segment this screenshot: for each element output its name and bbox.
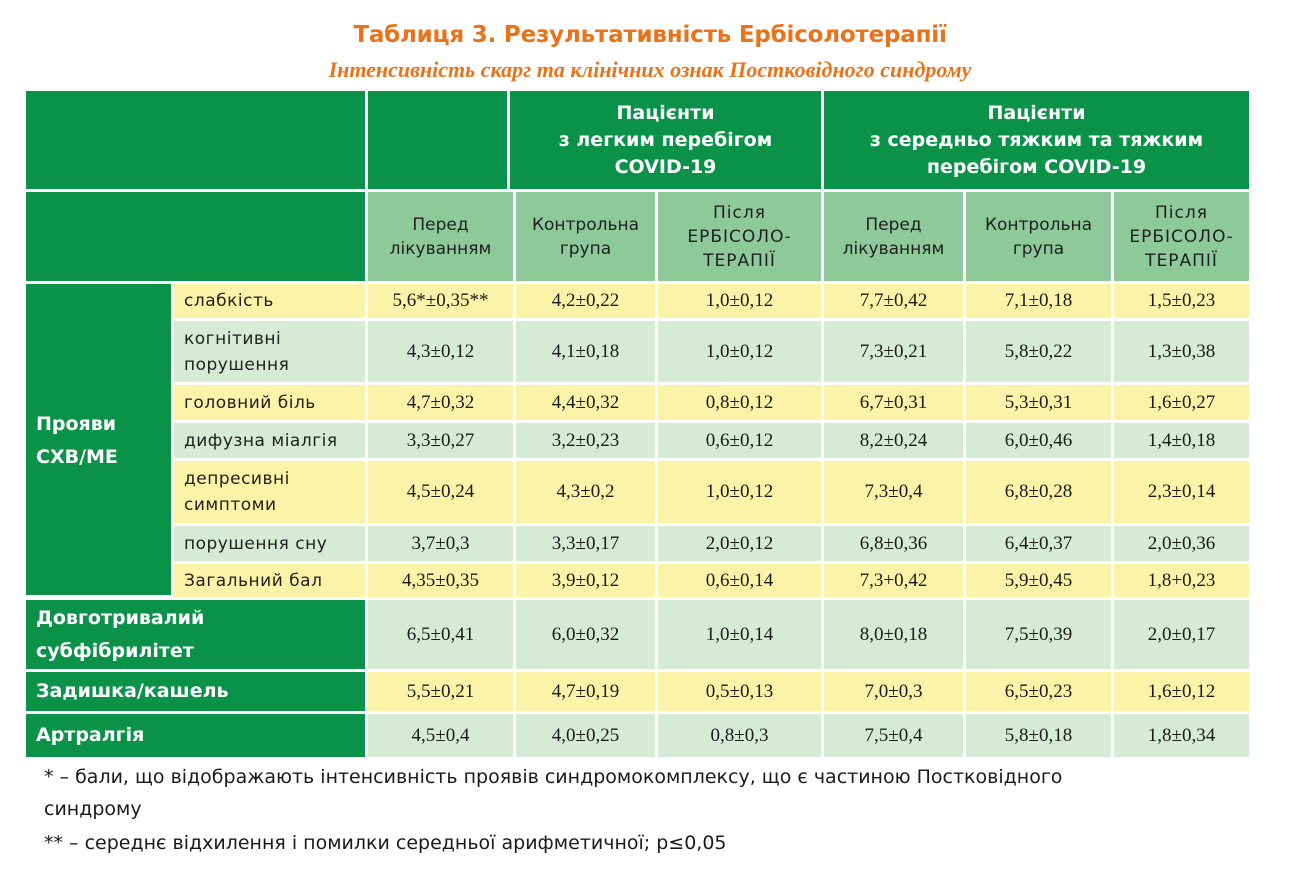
table-cell: 7,1±0,18	[966, 284, 1111, 318]
row-label-line: Загальний бал	[184, 570, 323, 591]
subheader-line: група	[559, 238, 612, 259]
table-cell: 4,35±0,35	[368, 564, 513, 597]
table-cell: 5,5±0,21	[368, 672, 513, 711]
row-label-line: симптоми	[184, 495, 277, 515]
subheader-line: лікуванням	[842, 238, 945, 259]
subheader-mild-control	[516, 192, 655, 281]
group-label-cfs-me	[26, 284, 171, 595]
subheader-empty	[26, 192, 365, 281]
table-cell: 7,7±0,42	[824, 284, 963, 318]
table-cell: 5,3±0,31	[966, 385, 1111, 420]
subheader-line: група	[1012, 238, 1065, 259]
table-cell: 1,3±0,38	[1114, 321, 1249, 382]
table-cell: 5,8±0,18	[966, 714, 1111, 757]
table-cell: 4,5±0,24	[368, 461, 513, 523]
table-cell: 6,8±0,28	[966, 461, 1111, 523]
subheader-line: ЕРБІСОЛО-	[687, 226, 792, 247]
subheader-line: лікуванням	[389, 238, 492, 259]
table-cell: 1,0±0,12	[658, 321, 821, 382]
table-cell: 5,6*±0,35**	[368, 284, 513, 318]
table-cell: 7,5±0,39	[966, 600, 1111, 669]
header-mild-group	[510, 91, 821, 189]
footnote-2: ** – середнє відхилення і помилки середньої арифметичної; p≤0,05	[44, 832, 727, 854]
table-cell: 4,5±0,4	[368, 714, 513, 757]
table-cell: 3,7±0,3	[368, 526, 513, 561]
table-cell: 6,7±0,31	[824, 385, 963, 420]
row-label-line: Задишка/кашель	[36, 680, 229, 702]
table-cell: 7,3+0,42	[824, 564, 963, 597]
subheader-line: Перед	[865, 214, 922, 235]
table-cell: 0,8±0,3	[658, 714, 821, 757]
table-subtitle: Інтенсивність скарг та клінічних ознак Постковідного синдрому	[328, 57, 972, 82]
row-label-line: порушення сну	[184, 533, 328, 554]
row-label	[174, 461, 365, 523]
subheader-severe-after	[1114, 192, 1249, 281]
header-empty-mid	[368, 91, 507, 189]
table-cell: 7,3±0,4	[824, 461, 963, 523]
table-cell: 3,2±0,23	[516, 423, 655, 458]
row-label-line: головний біль	[184, 392, 316, 413]
subheader-line: ТЕРАПІЇ	[703, 250, 776, 271]
table-cell: 6,8±0,36	[824, 526, 963, 561]
header-severe-line: перебігом COVID-19	[926, 155, 1147, 178]
table-cell: 6,4±0,37	[966, 526, 1111, 561]
table-cell: 2,0±0,12	[658, 526, 821, 561]
subheader-line: Після	[713, 202, 766, 223]
table-cell: 1,5±0,23	[1114, 284, 1249, 318]
row-label	[174, 284, 365, 318]
header-mild-line: з легким перебігом	[558, 128, 773, 151]
table-cell: 3,3±0,17	[516, 526, 655, 561]
table-cell: 5,8±0,22	[966, 321, 1111, 382]
table-cell: 4,2±0,22	[516, 284, 655, 318]
table-cell: 0,5±0,13	[658, 672, 821, 711]
row-label-line: субфібрилітет	[36, 639, 194, 662]
subheader-line: Перед	[412, 214, 469, 235]
table-cell: 0,6±0,14	[658, 564, 821, 597]
table-cell: 1,6±0,27	[1114, 385, 1249, 420]
footnote-1-continued: синдрому	[44, 798, 142, 820]
row-label	[174, 526, 365, 561]
header-severe-line: з середньо тяжким та тяжким	[869, 128, 1204, 151]
table-cell: 3,3±0,27	[368, 423, 513, 458]
row-label-line: Довготривалий	[36, 606, 205, 629]
table-cell: 4,1±0,18	[516, 321, 655, 382]
subheader-severe-control	[966, 192, 1111, 281]
table-cell: 6,5±0,23	[966, 672, 1111, 711]
row-label	[174, 385, 365, 420]
row-label-line: депресивні	[184, 469, 290, 489]
table-cell: 4,7±0,19	[516, 672, 655, 711]
row-label	[174, 423, 365, 458]
table-cell: 1,4±0,18	[1114, 423, 1249, 458]
table-cell: 8,0±0,18	[824, 600, 963, 669]
group-label-line: Прояви	[36, 413, 117, 435]
table-cell: 1,0±0,12	[658, 461, 821, 523]
table-cell: 7,3±0,21	[824, 321, 963, 382]
header-mild-line: Пацієнти	[616, 101, 715, 124]
table-cell: 6,0±0,46	[966, 423, 1111, 458]
table-cell: 4,3±0,2	[516, 461, 655, 523]
subheader-line: Контрольна	[984, 214, 1093, 235]
row-label-line: дифузна міалгія	[184, 430, 338, 451]
table-cell: 1,8+0,23	[1114, 564, 1249, 597]
subheader-severe-before	[824, 192, 963, 281]
table-cell: 7,5±0,4	[824, 714, 963, 757]
footnote-1: * – бали, що відображають інтенсивність проявів синдромокомплексу, що є частиною Постковідного	[44, 766, 1063, 788]
table-cell: 8,2±0,24	[824, 423, 963, 458]
row-label-line: порушення	[184, 354, 290, 375]
table-cell: 1,0±0,14	[658, 600, 821, 669]
table-cell: 1,8±0,34	[1114, 714, 1249, 757]
table-cell: 4,4±0,32	[516, 385, 655, 420]
subheader-mild-before	[368, 192, 513, 281]
row-label-line: слабкість	[184, 291, 274, 311]
table-title: Таблиця 3. Результативність Ербісолотерапії	[353, 22, 947, 48]
row-label-line: Артралгія	[36, 724, 145, 746]
row-label	[174, 321, 365, 382]
table-cell: 0,8±0,12	[658, 385, 821, 420]
subheader-mild-after	[658, 192, 821, 281]
table-cell: 1,6±0,12	[1114, 672, 1249, 711]
table-cell: 3,9±0,12	[516, 564, 655, 597]
group-label-line: СХВ/МЕ	[36, 446, 118, 468]
table-cell: 1,0±0,12	[658, 284, 821, 318]
header-severe-group	[824, 91, 1249, 189]
table-cell: 2,0±0,17	[1114, 600, 1249, 669]
header-empty-left	[26, 91, 365, 189]
subheader-line: ЕРБІСОЛО-	[1129, 226, 1234, 247]
table-cell: 2,3±0,14	[1114, 461, 1249, 523]
table-cell: 6,5±0,41	[368, 600, 513, 669]
table-cell: 4,0±0,25	[516, 714, 655, 757]
subheader-line: Після	[1155, 202, 1208, 223]
row-label	[26, 672, 365, 711]
header-severe-line: Пацієнти	[987, 101, 1086, 124]
subheader-line: Контрольна	[531, 214, 640, 235]
table-cell: 2,0±0,36	[1114, 526, 1249, 561]
row-label-line: когнітивні	[184, 328, 282, 349]
row-label	[26, 600, 365, 669]
table-cell: 0,6±0,12	[658, 423, 821, 458]
row-label	[174, 564, 365, 597]
table-cell: 5,9±0,45	[966, 564, 1111, 597]
table-cell: 4,7±0,32	[368, 385, 513, 420]
row-label	[26, 714, 365, 757]
table-cell: 6,0±0,32	[516, 600, 655, 669]
table-cell: 7,0±0,3	[824, 672, 963, 711]
subheader-line: ТЕРАПІЇ	[1145, 250, 1218, 271]
table-cell: 4,3±0,12	[368, 321, 513, 382]
header-mild-line: COVID-19	[614, 155, 717, 178]
